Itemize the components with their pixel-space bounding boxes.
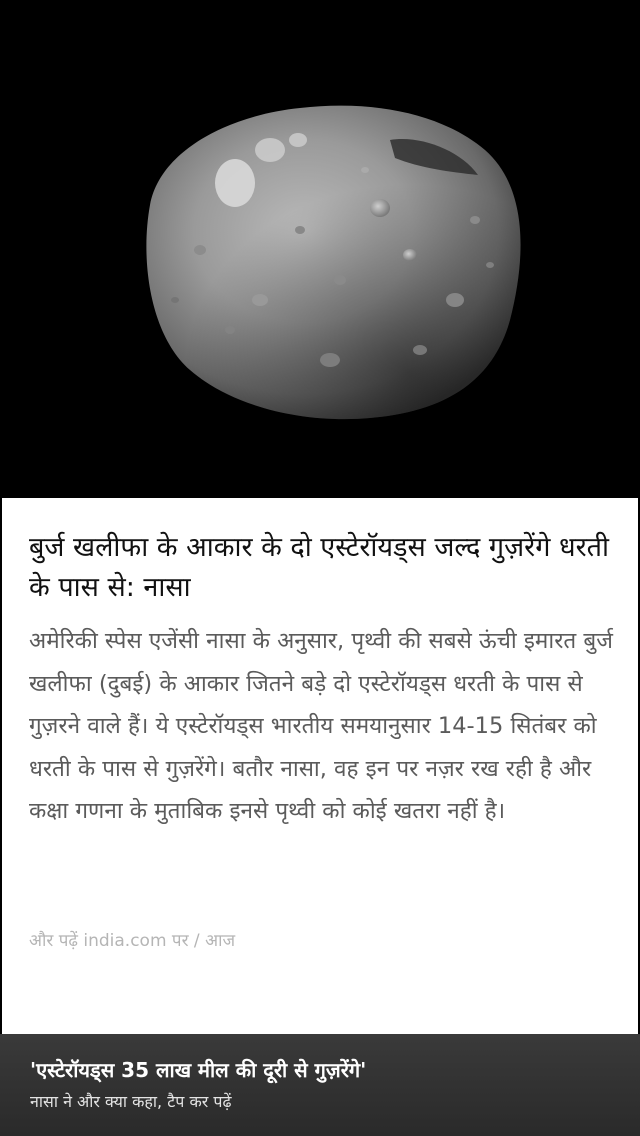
story-headline[interactable]: बुर्ज खलीफा के आकार के दो एस्टेरॉयड्स जल्द गुज़रेंगे धरती के पास से: नासा bbox=[29, 532, 610, 603]
story-card[interactable] bbox=[2, 498, 638, 1034]
related-story-title: 'एस्टेरॉयड्स 35 लाख मील की दूरी से गुज़रेंगे' bbox=[30, 1058, 367, 1082]
read-more-source-link[interactable]: और पढ़ें india.com पर / आज bbox=[29, 931, 236, 951]
related-story-banner[interactable] bbox=[0, 1034, 640, 1136]
asteroid-image[interactable] bbox=[0, 0, 640, 498]
related-story-subtitle: नासा ने और क्या कहा, टैप कर पढ़ें bbox=[30, 1092, 232, 1111]
story-summary: अमेरिकी स्पेस एजेंसी नासा के अनुसार, पृथ्वी की सबसे ऊंची इमारत बुर्ज खलीफा (दुबई) के आकार जितने बड़े दो एस्टेरॉयड्स धरती के पास से गुज़रने वाले हैं। ये एस्टेरॉयड्स भारतीय समयानुसार 14-15 सितंबर को धरती के पास से गुज़रेंगे। बतौर नासा, वह इन पर नज़र रख रही है और कक्षा गणना के मुताबिक इनसे पृथ्वी को कोई खतरा नहीं है। bbox=[29, 628, 613, 824]
asteroid-illustration bbox=[0, 0, 640, 498]
